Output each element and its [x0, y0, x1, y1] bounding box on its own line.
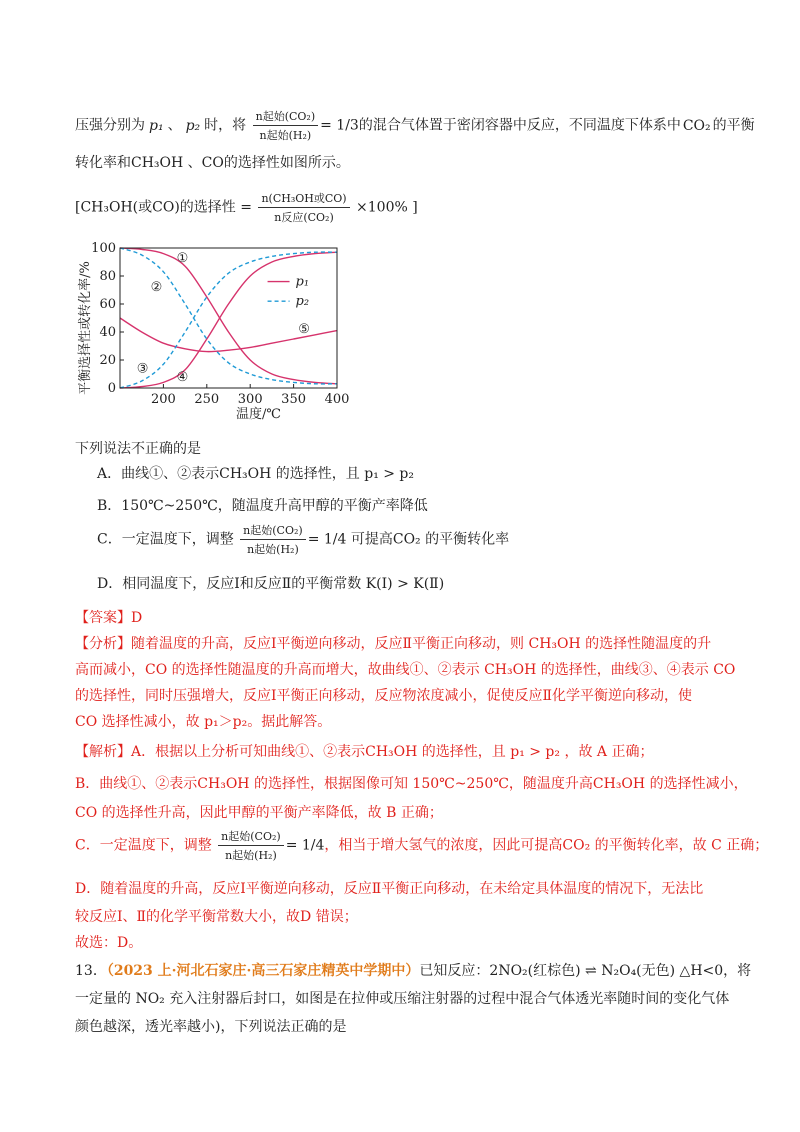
definition-fraction: $\frac{\text{n(CH₃OH或CO)}}{\text{n反应(CO₂)}}$ — [258, 190, 349, 225]
choose-line: 故选：D。 — [75, 935, 143, 951]
explain-c: C．一定温度下，调整 $\frac{\text{n起始(CO₂)}}{\text{n起始(H₂)}}$ = 1/4，相当于增大氢气的浓度，因此可提高CO₂ 的平衡转化率，故 C 正确； — [75, 830, 769, 862]
y-tick-label: 80 — [99, 269, 116, 284]
analysis-line-1: 【分析】随着温度的升高，反应Ⅰ平衡逆向移动，反应Ⅱ平衡正向移动，则 CH₃OH 的选择性随温度的升 — [75, 636, 712, 652]
explain-d-2: 较反应Ⅰ、Ⅱ的化学平衡常数大小，故D 错误； — [75, 909, 358, 925]
question-stem-line2: 转化率和CH₃OH 、CO的选择性如图所示。 — [75, 155, 350, 171]
option-b[interactable]: B．150℃~250℃，随温度升高甲醇的平衡产率降低 — [97, 498, 428, 514]
explain-a: 【解析】A．根据以上分析可知曲线①、②表示CH₃OH 的选择性，且 p₁ > p₂ ，故 A 正确； — [75, 744, 654, 760]
legend-label-p2: p₂ — [295, 294, 310, 310]
explain-b-2: CO 的选择性升高，因此甲醇的平衡产率降低，故 B 正确； — [75, 805, 443, 821]
plot-frame — [120, 248, 337, 388]
curve-label: ⑤ — [298, 322, 310, 338]
x-tick-label: 250 — [194, 392, 220, 407]
q13-line3: 颜色越深，透光率越小)，下列说法正确的是 — [75, 1019, 347, 1035]
analysis-line-3: 的选择性，同时压强增大，反应Ⅰ平衡正向移动，反应物浓度减小，促使反应Ⅱ化学平衡逆向移动，使 — [75, 688, 693, 704]
y-tick-label: 40 — [99, 325, 116, 340]
question-prompt: 下列说法不正确的是 — [75, 441, 201, 457]
curve-③ — [120, 252, 337, 388]
selectivity-definition: [CH₃OH(或CO)的选择性 = $\frac{\text{n(CH₃OH或CO)}}{\text{n反应(CO₂)}}$ ×100% ] — [75, 192, 418, 224]
analysis-line-4: CO 选择性减小，故 p₁＞p₂。据此解答。 — [75, 714, 332, 730]
y-tick-label: 60 — [99, 297, 116, 312]
y-axis-label: 平衡选择性或转化率/% — [78, 261, 93, 395]
x-tick-label: 400 — [324, 392, 350, 407]
x-tick-label: 350 — [281, 392, 307, 407]
curve-label: ① — [176, 250, 189, 266]
ratio-fraction: $\frac{\text{n起始(CO₂)}}{\text{n起始(H₂)}}$ — [253, 108, 319, 143]
y-tick-label: 20 — [99, 353, 116, 368]
option-c[interactable]: C．一定温度下，调整 $\frac{\text{n起始(CO₂)}}{\text{n起始(H₂)}}$ = 1/4 可提高CO₂ 的平衡转化率 — [97, 524, 510, 556]
curve-label: ② — [150, 280, 163, 296]
x-tick-label: 300 — [237, 392, 263, 407]
option-d[interactable]: D．相同温度下，反应Ⅰ和反应Ⅱ的平衡常数 K(Ⅰ) > K(Ⅱ) — [97, 576, 445, 592]
legend-label-p1: p₁ — [295, 274, 310, 290]
question-stem-line1: 压强分别为 p₁ 、 p₂ 时，将 $\frac{\text{n起始(CO₂)}}{\text{n起始(H₂)}}$ = 1/3的混合气体置于密闭容器中反应，不同温度下体系中 CO₂ 的平衡 — [75, 110, 755, 142]
curve-② — [120, 248, 337, 384]
curve-label: ④ — [176, 369, 189, 385]
analysis-line-2: 高而减小，CO 的选择性随温度的升高而增大，故曲线①、②表示 CH₃OH 的选择性，曲线③、④表示 CO — [75, 662, 736, 678]
y-tick-label: 0 — [107, 381, 116, 396]
curve-label: ③ — [136, 361, 149, 377]
x-axis-label: 温度/℃ — [236, 407, 281, 422]
x-tick-label: 200 — [150, 392, 176, 407]
explain-b-1: B．曲线①、②表示CH₃OH 的选择性，根据图像可知 150℃~250℃，随温度升高CH₃OH 的选择性减小， — [75, 776, 748, 792]
q13-line2: 一定量的 NO₂ 充入注射器后封口，如图是在拉伸或压缩注射器的过程中混合气体透光率随时间的变化气体 — [75, 991, 730, 1007]
q13-source: （2023 上·河北石家庄·高三石家庄精英中学期中） — [106, 963, 420, 979]
selectivity-chart — [75, 240, 375, 440]
q13-line1: 13．（2023 上·河北石家庄·高三石家庄精英中学期中）已知反应：2NO₂(红棕色) ⇌ N₂O₄(无色) △H<0，将 — [75, 963, 752, 979]
answer-line: 【答案】D — [75, 610, 143, 626]
explain-c-fraction: $\frac{\text{n起始(CO₂)}}{\text{n起始(H₂)}}$ — [218, 828, 284, 863]
option-a[interactable]: A．曲线①、②表示CH₃OH 的选择性，且 p₁ > p₂ — [97, 466, 415, 482]
y-tick-label: 100 — [91, 241, 116, 256]
option-c-fraction: $\frac{\text{n起始(CO₂)}}{\text{n起始(H₂)}}$ — [240, 522, 306, 557]
explain-d-1: D．随着温度的升高，反应Ⅰ平衡逆向移动，反应Ⅱ平衡正向移动，在未给定具体温度的情况下，无法比 — [75, 881, 704, 897]
